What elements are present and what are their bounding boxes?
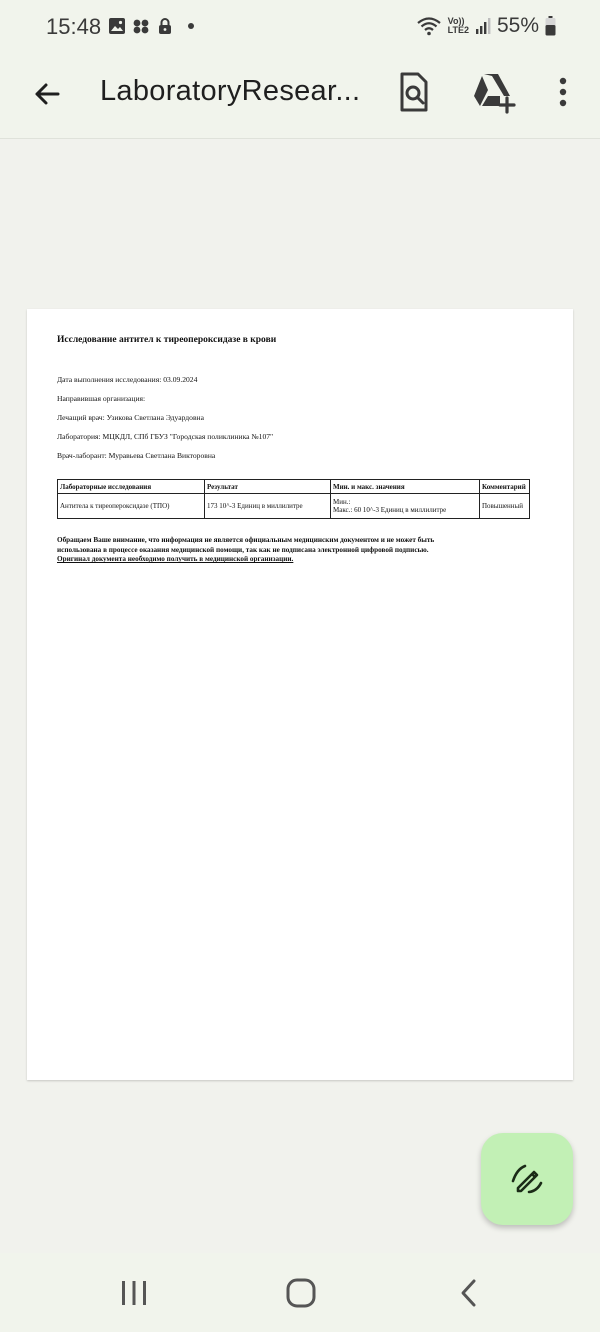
range-min: Мин.: [333,498,351,506]
header-comment: Комментарий [480,480,530,494]
cell-test: Антитела к тиреопероксидазе (ТПО) [58,494,205,519]
network-label: LTE2 [447,25,469,35]
header-tests: Лабораторные исследования [58,480,205,494]
doctor-line: Лечащий врач: Узикова Светлана Эдуардовна [57,413,204,422]
more-vert-icon[interactable] [548,72,578,112]
back-icon[interactable] [450,1275,490,1311]
battery-percent: 55% [496,14,539,37]
table-row [58,494,530,519]
header-result: Результат [205,480,331,494]
status-time: 15:48 [46,14,102,39]
status-bar [0,0,600,56]
notice-line-3: Оригинал документа необходимо получить в медицинской организации. [57,555,294,564]
add-to-drive-icon[interactable] [470,70,516,114]
system-nav-bar [0,1253,600,1332]
notice-line-1: Обращаем Ваше внимание, что информация не является официальным медицинским документом и не может быть [57,536,435,544]
signal-icon [475,17,491,35]
cell-comment: Повышенный [480,494,530,519]
lab-line: Лаборатория: МЦКДЛ, СПб ГБУЗ "Городская поликлиника №107" [57,432,274,441]
document-title: LaboratoryResear... [100,75,361,107]
notification-icons [108,17,194,35]
battery-icon [545,16,556,36]
date-line: Дата выполнения исследования: 03.09.2024 [57,375,198,384]
table-header-row [58,480,530,494]
app-bar [0,56,600,139]
results-table [57,479,530,519]
edit-fab-button[interactable] [481,1133,573,1225]
edit-pen-icon [509,1161,545,1197]
volte-label: Vo)) [447,16,465,26]
org-line: Направившая организация: [57,394,146,403]
range-max: Макс.: 60 10^-3 Единиц в миллилитре [333,506,447,514]
apps-icon [132,17,150,35]
cell-result: 173 10^-3 Единиц в миллилитре [205,494,331,519]
header-range: Мин. и макс. значения [331,480,480,494]
back-arrow-icon[interactable] [28,74,68,114]
cell-range [331,494,480,519]
report-title: Исследование антител к тиреопероксидазе в крови [57,335,277,345]
volte-badge [448,17,469,35]
image-icon [108,17,126,35]
disclaimer-notice [57,536,531,565]
recent-apps-icon[interactable] [114,1275,154,1311]
find-in-page-icon[interactable] [394,70,434,114]
document-page[interactable] [27,309,573,1080]
notice-line-2: использована в процессе оказания медицинской помощи, так как не подписана электронной цифровой подписью. [57,545,429,554]
home-icon[interactable] [281,1275,321,1311]
wifi-icon [416,15,442,37]
status-right [416,14,556,38]
more-notifications-dot [188,23,194,29]
lab-doctor-line: Врач-лаборант: Муравьева Светлана Викторовна [57,451,216,460]
lock-icon [156,17,174,35]
